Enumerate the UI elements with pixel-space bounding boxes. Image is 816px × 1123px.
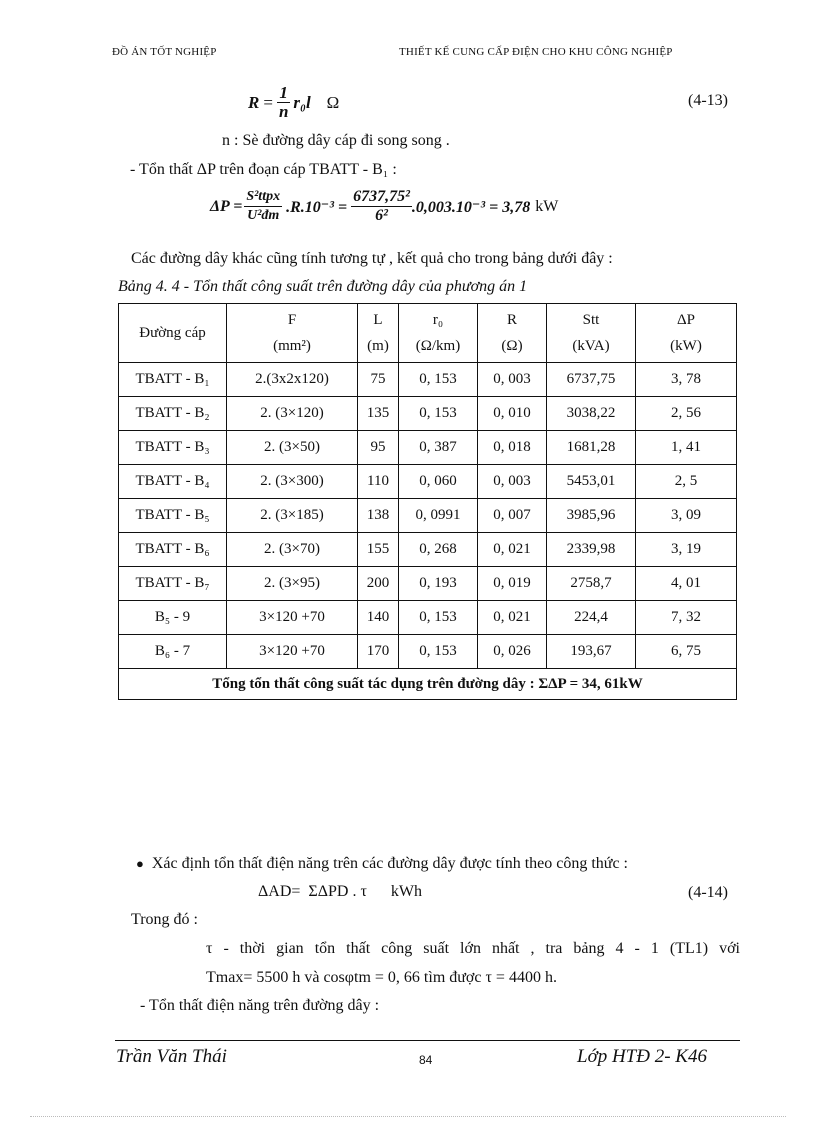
table-row: [119, 533, 737, 567]
cell-dp: 1, 41: [636, 431, 737, 465]
header-l-bottom: (m): [367, 338, 389, 354]
eq1-equals: =: [263, 92, 273, 112]
cell-f: 2. (3×120): [227, 397, 358, 431]
cell-r: 0, 026: [478, 635, 547, 669]
header-stt-top: Stt: [582, 312, 600, 328]
cell-name: TBATT - B₆: [119, 533, 227, 567]
eq2-den1: U²đm: [247, 208, 280, 223]
header-r: [478, 304, 547, 363]
power-loss-table: [118, 303, 737, 700]
header-r-bottom: (Ω): [501, 338, 523, 354]
cell-l: 155: [358, 533, 399, 567]
cell-dp: 2, 5: [636, 465, 737, 499]
cell-l: 170: [358, 635, 399, 669]
eq2-den2: 6²: [375, 207, 388, 224]
cell-r: 0, 003: [478, 363, 547, 397]
table-row: [119, 499, 737, 533]
cell-name: TBATT - B₇: [119, 567, 227, 601]
table-row: [119, 465, 737, 499]
bottom-divider: [30, 1116, 786, 1117]
cell-f: 2. (3×185): [227, 499, 358, 533]
eq2-num1: S²ttpx: [244, 188, 282, 207]
table-row: [119, 635, 737, 669]
table-header-row: [119, 304, 737, 363]
eq1-den: n: [278, 102, 289, 121]
eq2-mid: .R.10⁻³ =: [286, 198, 348, 216]
cell-name: TBATT - B₅: [119, 499, 227, 533]
cell-dp: 3, 19: [636, 533, 737, 567]
cell-dp: 4, 01: [636, 567, 737, 601]
total-cell: Tổng tổn thất công suất tác dụng trên đường dây : ΣΔP = 34, 61kW: [119, 669, 737, 700]
cell-f: 2. (3×300): [227, 465, 358, 499]
eq1-lhs: R: [248, 92, 260, 112]
cell-name: TBATT - B₄: [119, 465, 227, 499]
trong-do: Trong đó :: [131, 911, 198, 928]
table-row: [119, 567, 737, 601]
cell-r: 0, 007: [478, 499, 547, 533]
cell-l: 135: [358, 397, 399, 431]
bullet-icon: ●: [136, 856, 144, 871]
cell-f: 2. (3×50): [227, 431, 358, 465]
cell-r: 0, 003: [478, 465, 547, 499]
loss-label: - Tổn thất ΔP trên đoạn cáp TBATT - B₁ :: [130, 161, 397, 178]
cell-s: 224,4: [547, 601, 636, 635]
header-f: [227, 304, 358, 363]
cell-r: 0, 021: [478, 533, 547, 567]
cell-name: B₆ - 7: [119, 635, 227, 669]
cell-l: 75: [358, 363, 399, 397]
cell-s: 2339,98: [547, 533, 636, 567]
header-f-top: F: [287, 312, 297, 328]
last-line: - Tổn thất điện năng trên đường dây :: [140, 997, 380, 1014]
cell-s: 3985,96: [547, 499, 636, 533]
header-r0-bottom: (Ω/km): [415, 338, 461, 354]
header-l-top: L: [373, 312, 383, 328]
cell-r0: 0, 268: [399, 533, 478, 567]
cell-s: 2758,7: [547, 567, 636, 601]
header-r0-top: r₀: [432, 312, 444, 328]
cell-f: 2. (3×95): [227, 567, 358, 601]
equation-4-13: [248, 84, 339, 121]
header-right: THIẾT KẾ CUNG CẤP ĐIỆN CHO KHU CÔNG NGHIỆP: [399, 46, 673, 58]
cell-r0: 0, 387: [399, 431, 478, 465]
cell-r0: 0, 193: [399, 567, 478, 601]
cell-name: TBATT - B₂: [119, 397, 227, 431]
cell-r: 0, 018: [478, 431, 547, 465]
cell-r: 0, 010: [478, 397, 547, 431]
tau-line-1: τ - thời gian tổn thất công suất lớn nhất , tra bảng 4 - 1 (TL1) với: [206, 940, 740, 957]
table-row: [119, 601, 737, 635]
cell-s: 5453,01: [547, 465, 636, 499]
cell-s: 6737,75: [547, 363, 636, 397]
cell-f: 2.(3x2x120): [227, 363, 358, 397]
cell-l: 110: [358, 465, 399, 499]
header-dp-bottom: (kW): [670, 338, 702, 354]
footer-divider: [115, 1040, 740, 1041]
cell-name: TBATT - B₁: [119, 363, 227, 397]
cell-dp: 3, 78: [636, 363, 737, 397]
header-cable-label: Đường cáp: [139, 325, 206, 341]
eq1-rest: r₀l: [293, 92, 311, 112]
cell-l: 140: [358, 601, 399, 635]
eq2-frac2: [351, 188, 412, 225]
eq2-num2: 6737,75²: [353, 188, 410, 205]
cell-r: 0, 019: [478, 567, 547, 601]
footer-author: Trần Văn Thái: [116, 1046, 227, 1067]
header-r0: [399, 304, 478, 363]
cell-s: 3038,22: [547, 397, 636, 431]
intro-text: Các đường dây khác cũng tính tương tự , kết quả cho trong bảng dưới đây :: [131, 250, 613, 267]
table-row: [119, 363, 737, 397]
cell-dp: 3, 09: [636, 499, 737, 533]
header-stt: [547, 304, 636, 363]
cell-r0: 0, 060: [399, 465, 478, 499]
cell-l: 200: [358, 567, 399, 601]
cell-f: 2. (3×70): [227, 533, 358, 567]
cell-s: 193,67: [547, 635, 636, 669]
header-dp-top: ΔP: [677, 312, 695, 328]
header-f-bottom: (mm²): [273, 338, 311, 354]
cell-r: 0, 021: [478, 601, 547, 635]
eq2-unit: kW: [535, 197, 559, 215]
table-caption: Bảng 4. 4 - Tổn thất công suất trên đường dây của phương án 1: [118, 278, 528, 295]
table-total-row: [119, 669, 737, 700]
cell-l: 95: [358, 431, 399, 465]
equation-delta-p: [210, 188, 558, 225]
cell-r0: 0, 153: [399, 601, 478, 635]
cell-r0: 0, 153: [399, 363, 478, 397]
table-row: [119, 431, 737, 465]
bullet-text: Xác định tổn thất điện năng trên các đường dây được tính theo công thức :: [151, 855, 628, 872]
header-l: [358, 304, 399, 363]
bullet-line: [136, 855, 628, 873]
cell-r0: 0, 0991: [399, 499, 478, 533]
eq3-number: (4-14): [688, 884, 728, 901]
eq1-fraction: [277, 84, 290, 121]
equation-4-14: ΔAD= ΣΔPD . τ kWh: [258, 883, 423, 900]
footer-class: Lớp HTĐ 2- K46: [577, 1046, 707, 1067]
header-left: ĐỒ ÁN TỐT NGHIỆP: [112, 46, 217, 58]
cell-dp: 6, 75: [636, 635, 737, 669]
eq2-lhs: ΔP =: [210, 197, 243, 215]
header-stt-bottom: (kVA): [572, 338, 610, 354]
cell-dp: 7, 32: [636, 601, 737, 635]
cell-r0: 0, 153: [399, 635, 478, 669]
header-cable: [119, 304, 227, 363]
cell-dp: 2, 56: [636, 397, 737, 431]
cell-name: B₅ - 9: [119, 601, 227, 635]
cell-f: 3×120 +70: [227, 601, 358, 635]
note-n: n : Sè đường dây cáp đi song song .: [222, 132, 450, 149]
table-row: [119, 397, 737, 431]
cell-s: 1681,28: [547, 431, 636, 465]
tau-line-2: Tmax= 5500 h và cosφtm = 0, 66 tìm được τ = 4400 h.: [206, 969, 557, 986]
cell-r0: 0, 153: [399, 397, 478, 431]
eq2-rest: .0,003.10⁻³ = 3,78: [411, 198, 531, 216]
eq2-frac1: [244, 188, 282, 225]
cell-l: 138: [358, 499, 399, 533]
header-r-top: R: [506, 312, 517, 328]
header-dp: [636, 304, 737, 363]
eq1-unit: Ω: [326, 92, 340, 112]
page-number: 84: [419, 1053, 433, 1067]
cell-f: 3×120 +70: [227, 635, 358, 669]
eq1-number: (4-13): [688, 92, 728, 109]
cell-name: TBATT - B₃: [119, 431, 227, 465]
eq1-num: 1: [279, 83, 288, 102]
